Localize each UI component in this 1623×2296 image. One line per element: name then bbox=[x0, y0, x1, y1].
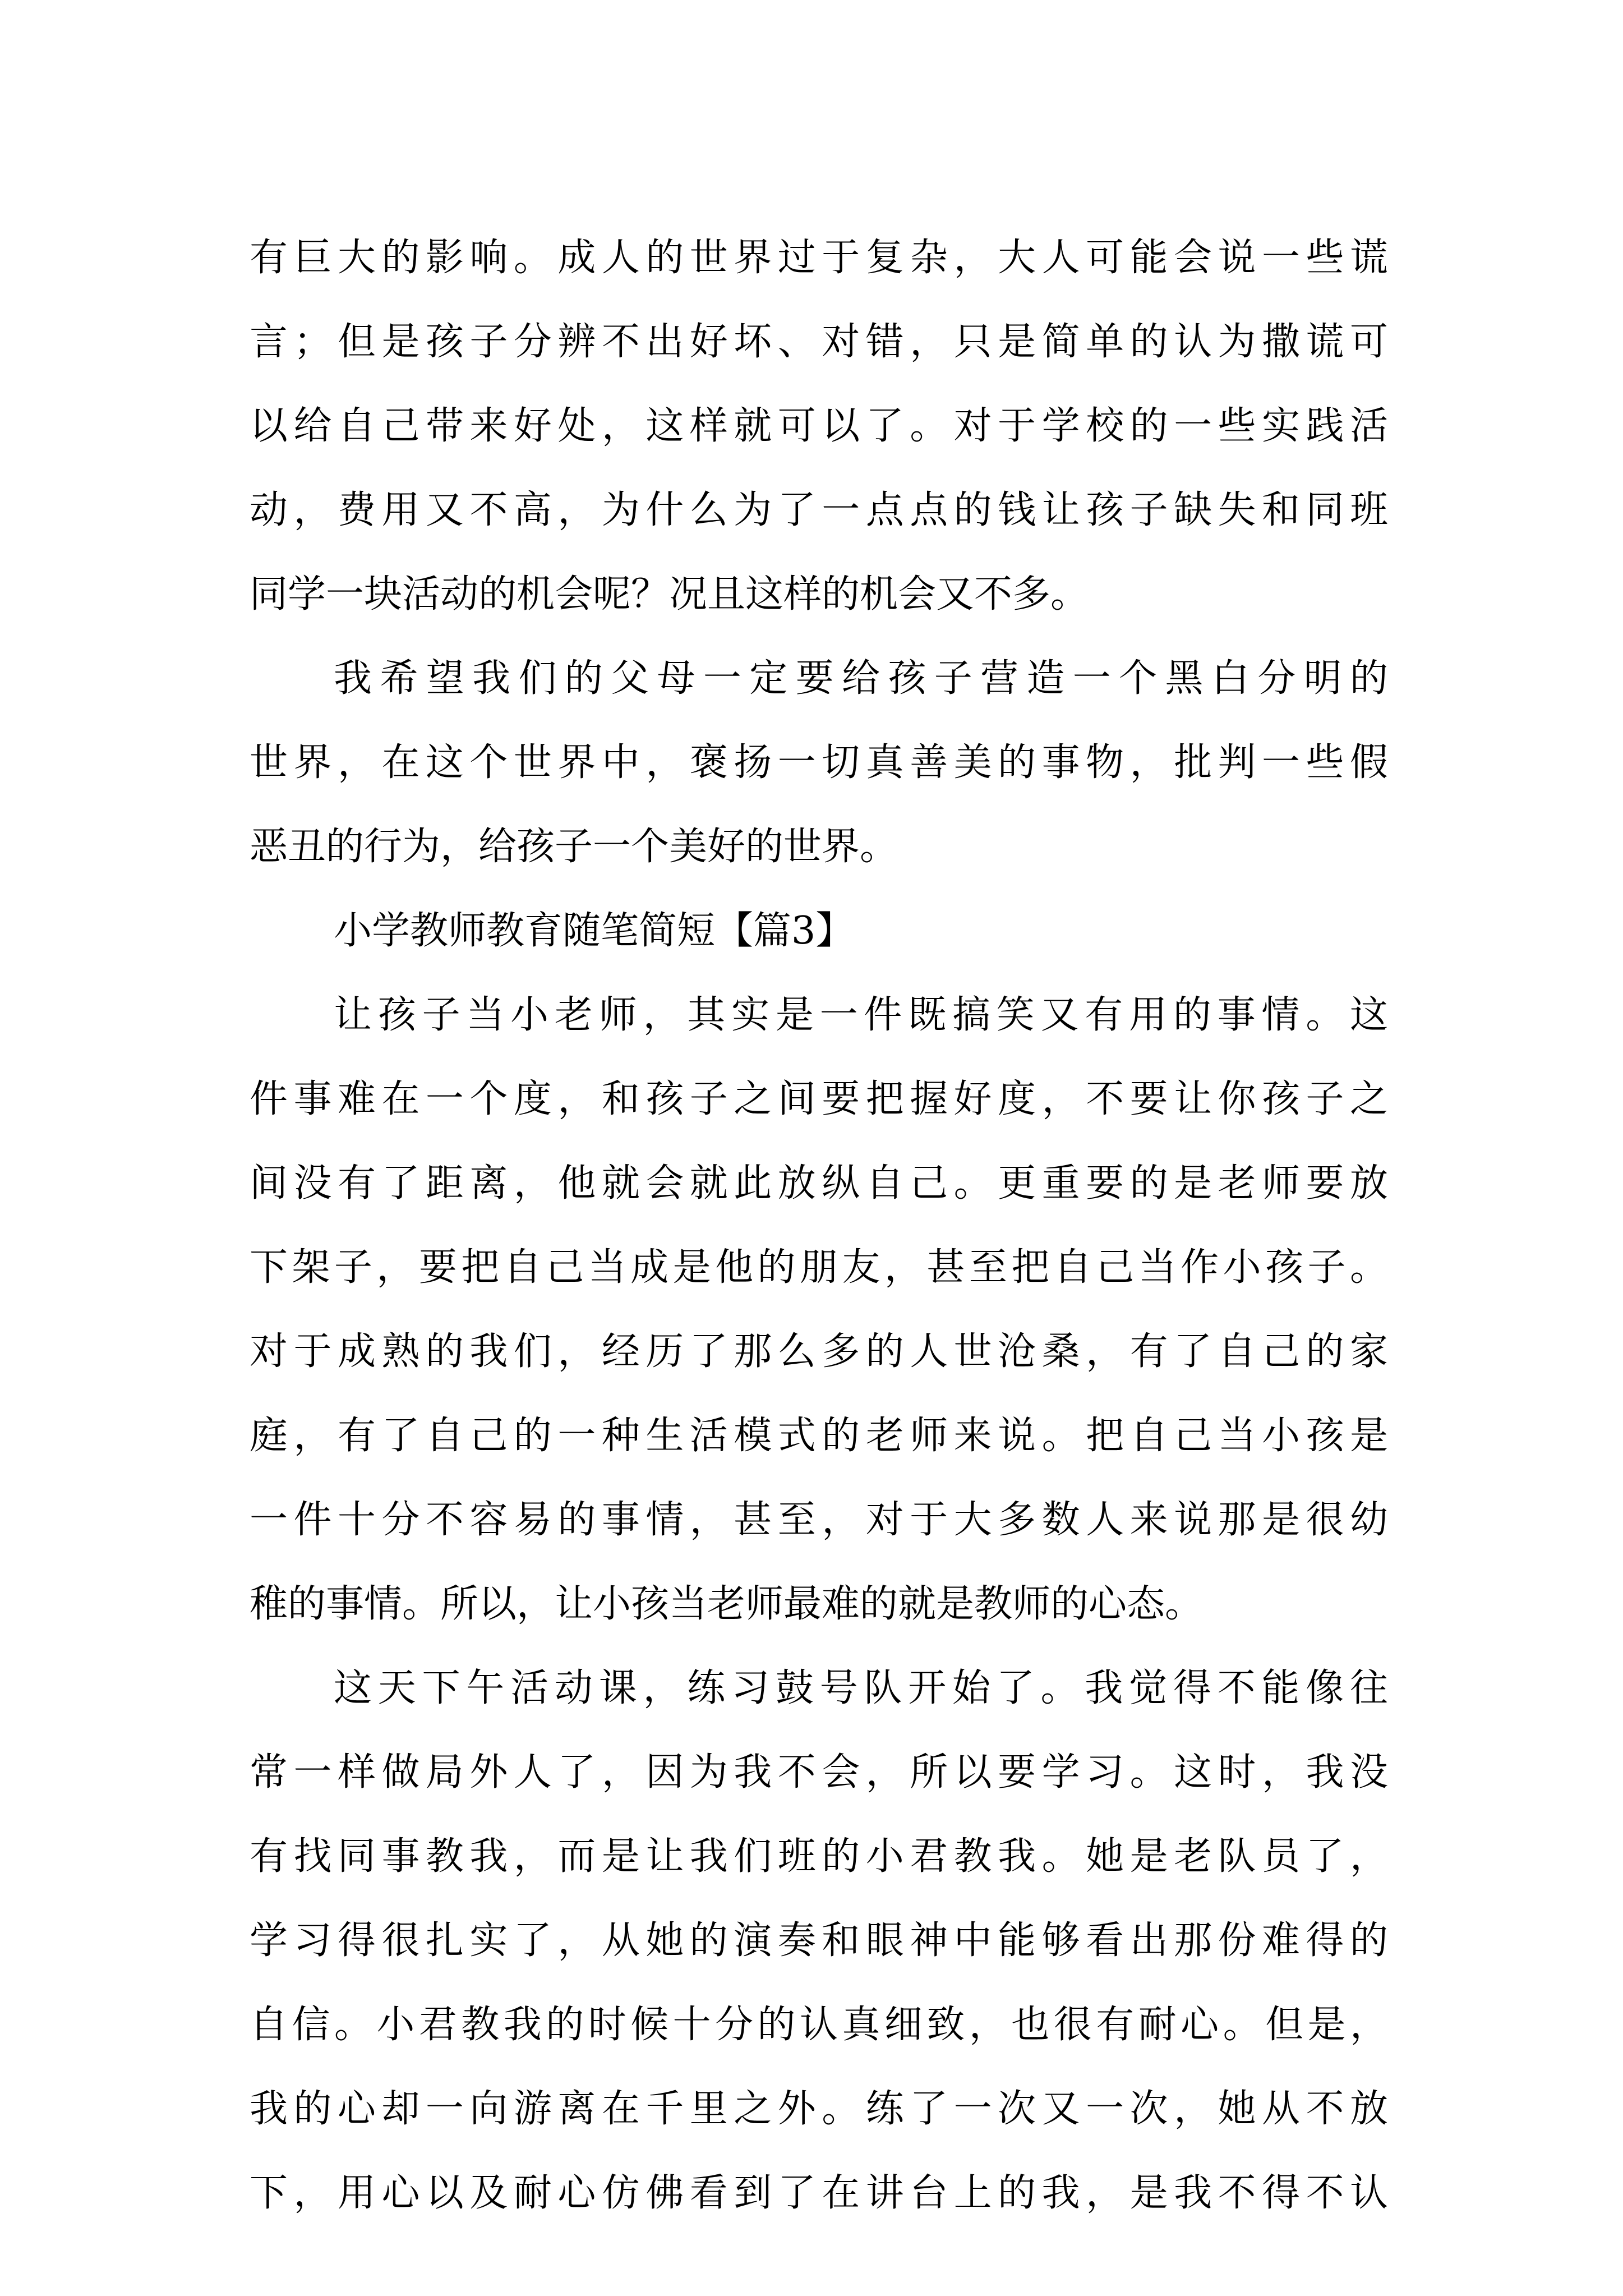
text-line: 庭，有了自己的一种生活模式的老师来说。把自己当小孩是 bbox=[250, 1414, 1388, 1458]
text-line: 有巨大的影响。成人的世界过于复杂，大人可能会说一些谎 bbox=[250, 236, 1388, 280]
text-line: 以给自己带来好处，这样就可以了。对于学校的一些实践活 bbox=[250, 404, 1388, 448]
text-line: 对于成熟的我们，经历了那么多的人世沧桑，有了自己的家 bbox=[250, 1329, 1388, 1374]
text-line: 世界，在这个世界中，褒扬一切真善美的事物，批判一些假 bbox=[250, 740, 1388, 785]
text-line: 言；但是孩子分辨不出好坏、对错，只是简单的认为撒谎可 bbox=[250, 320, 1388, 364]
text-line: 间没有了距离，他就会就此放纵自己。更重要的是老师要放 bbox=[250, 1161, 1388, 1205]
text-line: 常一样做局外人了，因为我不会，所以要学习。这时，我没 bbox=[250, 1750, 1388, 1795]
paragraph-first-line: 这天下午活动课，练习鼓号队开始了。我觉得不能像往 bbox=[334, 1666, 1388, 1710]
text-line: 动，费用又不高，为什么为了一点点的钱让孩子缺失和同班 bbox=[250, 488, 1388, 532]
paragraph-first-line: 让孩子当小老师，其实是一件既搞笑又有用的事情。这 bbox=[334, 993, 1388, 1037]
text-line: 我的心却一向游离在千里之外。练了一次又一次，她从不放 bbox=[250, 2087, 1388, 2131]
text-line: 一件十分不容易的事情，甚至，对于大多数人来说那是很幼 bbox=[250, 1498, 1388, 1542]
paragraph-first-line: 我希望我们的父母一定要给孩子营造一个黑白分明的 bbox=[334, 656, 1388, 701]
text-line: 下架子，要把自己当成是他的朋友，甚至把自己当作小孩子。 bbox=[250, 1245, 1388, 1290]
text-line: 有找同事教我，而是让我们班的小君教我。她是老队员了， bbox=[250, 1834, 1388, 1879]
text-line: 下，用心以及耐心仿佛看到了在讲台上的我，是我不得不认 bbox=[250, 2171, 1388, 2215]
text-line: 学习得很扎实了，从她的演奏和眼神中能够看出那份难得的 bbox=[250, 1918, 1388, 1963]
body-text bbox=[250, 216, 1388, 2235]
text-line: 同学一块活动的机会呢？况且这样的机会又不多。 bbox=[250, 572, 1089, 616]
text-line: 稚的事情。所以，让小孩当老师最难的就是教师的心态。 bbox=[250, 1582, 1204, 1626]
section-heading: 小学教师教育随笔简短【篇3】 bbox=[334, 909, 854, 953]
text-line: 自信。小君教我的时候十分的认真细致，也很有耐心。但是， bbox=[250, 2003, 1388, 2047]
text-line: 恶丑的行为，给孩子一个美好的世界。 bbox=[250, 825, 898, 869]
text-line: 件事难在一个度，和孩子之间要把握好度，不要让你孩子之 bbox=[250, 1077, 1388, 1121]
